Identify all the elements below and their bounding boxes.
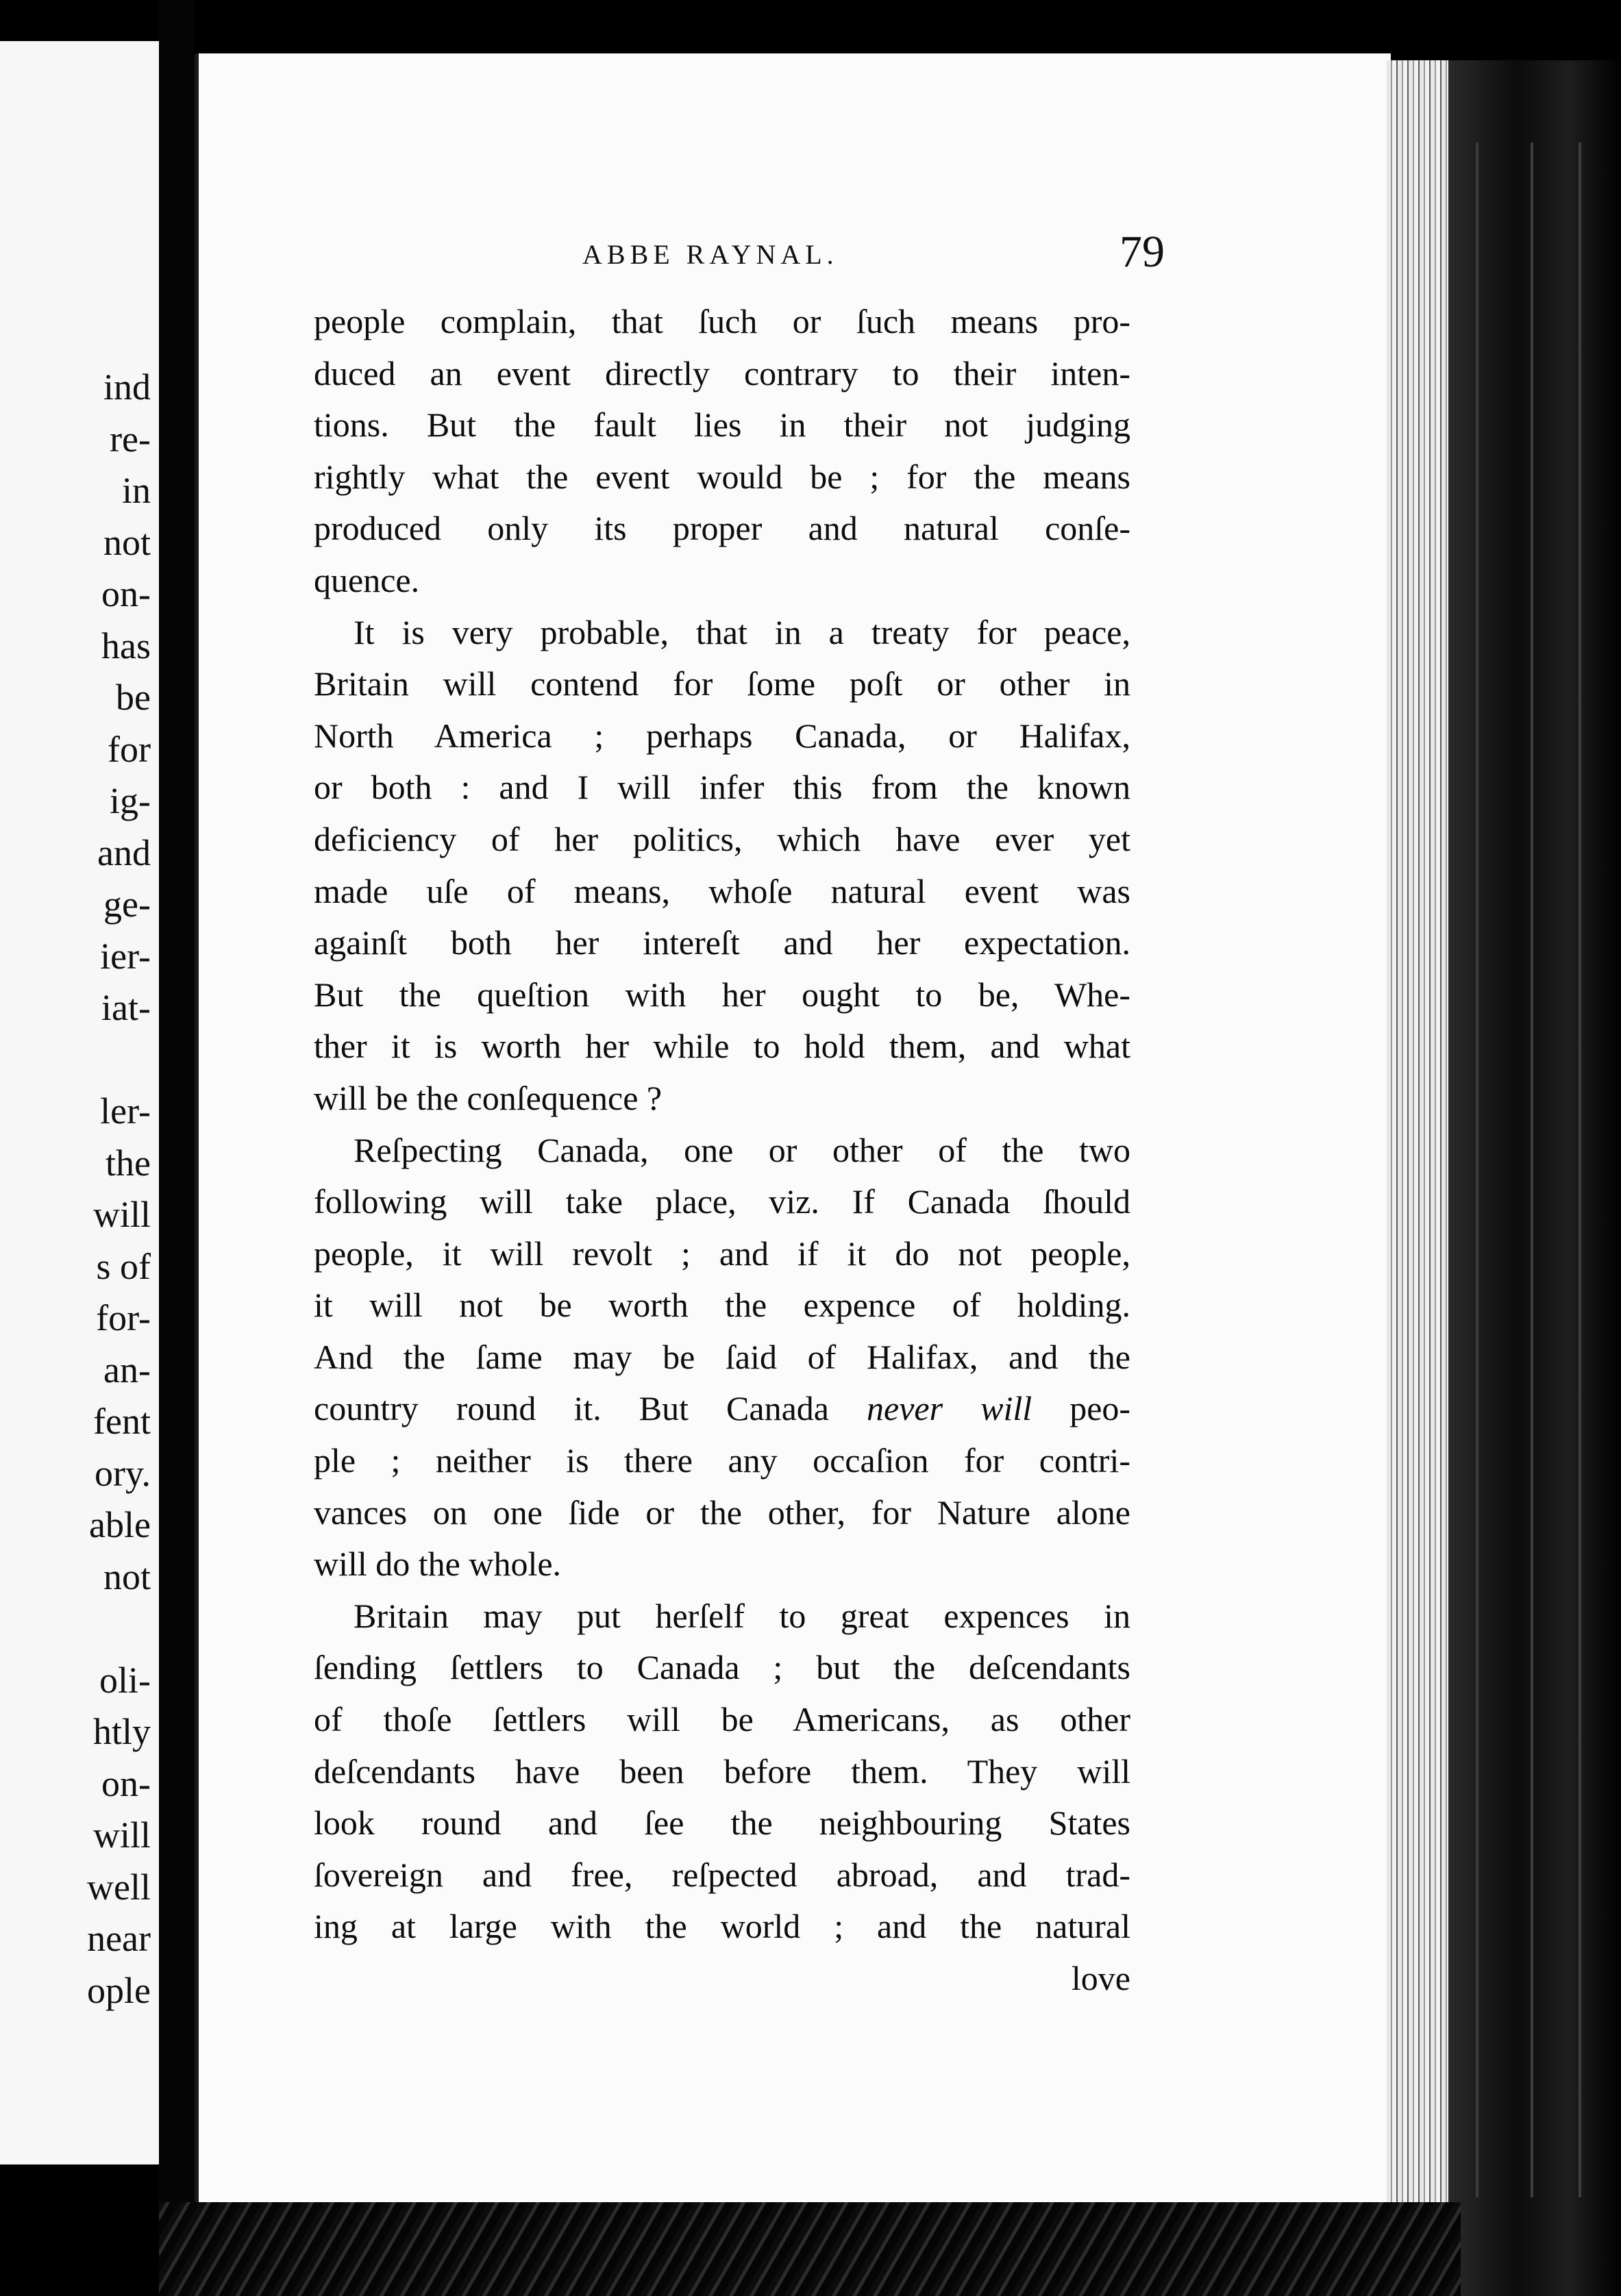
left-page-fragment-text: be	[116, 677, 151, 718]
text-line: it will not be worth the expence of holding.	[314, 1286, 1130, 1325]
text-line: will do the whole.	[314, 1545, 562, 1584]
left-page-fragment-text: on-	[101, 1762, 151, 1804]
text-line: ſending ſettlers to Canada ; but the deſcendants	[314, 1648, 1130, 1687]
text-line: tions. But the fault lies in their not judging	[314, 405, 1130, 445]
left-page-fragment-text: ler-	[100, 1090, 151, 1132]
text-line: rightly what the event would be ; for the means	[314, 457, 1130, 496]
left-page-fragment-text: the	[106, 1142, 151, 1184]
text-line: people complain, that ſuch or ſuch means pro-	[314, 302, 1130, 340]
page-edges	[1387, 60, 1448, 2211]
text-line-with-italic	[314, 1383, 1130, 1435]
text-line: ing at large with the world ; and the natural	[314, 1907, 1130, 1946]
left-page-fragment-text: ig-	[110, 780, 151, 821]
left-page-fragment-text: for-	[96, 1297, 151, 1338]
left-page-fragment-text: will	[92, 1814, 151, 1856]
text-line: But the queſtion with her ought to be, Whe-	[314, 975, 1130, 1014]
text-span: peo-	[1069, 1389, 1130, 1428]
left-page-fragment-text: an-	[103, 1349, 151, 1390]
left-page-fragment-text: not	[103, 521, 151, 563]
text-line: produced only its proper and natural conſe-	[314, 509, 1130, 548]
book-cover-edge	[1448, 60, 1621, 2296]
text-line: duced an event directly contrary to their inten-	[314, 353, 1130, 392]
left-page-fragment-text: will	[92, 1194, 151, 1235]
italic-text: never will	[867, 1389, 1032, 1428]
text-line: quence.	[314, 560, 420, 599]
text-line: made uſe of means, whoſe natural event was	[314, 871, 1130, 910]
left-page-fragment-text: ier-	[100, 935, 151, 977]
text-line: It is very probable, that in a treaty for peace,	[354, 612, 1130, 651]
page-number: 79	[1119, 227, 1165, 277]
text-line: following will take place, viz. If Canada ſhould	[314, 1182, 1130, 1221]
text-line: And the ſame may be ſaid of Halifax, and the	[314, 1337, 1130, 1376]
text-line: againſt both her intereſt and her expectation.	[314, 923, 1130, 962]
text-line: vances on one ſide or the other, for Nature alone	[314, 1493, 1130, 1532]
text-line: deſcendants have been before them. They will	[314, 1751, 1130, 1790]
left-page-fragment-text: and	[97, 832, 151, 873]
text-line: people, it will revolt ; and if it do not people,	[314, 1234, 1130, 1273]
left-page-fragment-text: able	[89, 1504, 151, 1545]
body-text	[314, 296, 1130, 2005]
cover-streak	[1476, 142, 1478, 2197]
running-head: ABBE RAYNAL.	[582, 239, 839, 270]
text-line: North America ; perhaps Canada, or Halifax,	[314, 716, 1130, 755]
left-page-fragment-text: has	[101, 625, 151, 666]
text-line: Reſpecting Canada, one or other of the two	[354, 1130, 1130, 1169]
book-gutter	[159, 0, 195, 2296]
text-line: Britain will contend for ſome poſt or other in	[314, 664, 1130, 703]
text-line: ſovereign and free, reſpected abroad, and trad-	[314, 1855, 1130, 1894]
text-line: Britain may put herſelf to great expences in	[354, 1596, 1130, 1635]
text-line: or both : and I will infer this from the known	[314, 768, 1130, 807]
cover-streak	[1579, 142, 1581, 2197]
left-page-fragment-text: ople	[87, 1969, 151, 2011]
page-header	[315, 227, 1165, 286]
left-page-fragment-text: htly	[92, 1711, 151, 1752]
left-page-fragment-text: ory.	[95, 1452, 151, 1494]
left-page-fragment-text: near	[87, 1918, 151, 1959]
left-page-fragment-text: well	[87, 1866, 151, 1908]
left-page-fragment-text: in	[121, 470, 151, 511]
left-page-fragment-text: s of	[96, 1245, 151, 1287]
text-line: deficiency of her politics, which have ever yet	[314, 819, 1130, 858]
cover-streak	[1531, 142, 1533, 2197]
catchword: love	[1071, 1959, 1130, 1997]
text-line: will be the conſequence ?	[314, 1078, 663, 1117]
text-line: ple ; neither is there any occaſion for contri-	[314, 1441, 1130, 1480]
left-page-fragment-text: ind	[103, 366, 151, 408]
text-line: look round and ſee the neighbouring States	[314, 1804, 1130, 1843]
left-page-fragment-text: ge-	[103, 884, 151, 925]
left-page-fragment-text: not	[103, 1556, 151, 1597]
left-page-fragment-text: fent	[93, 1401, 151, 1442]
text-line: ther it is worth her while to hold them, and what	[314, 1027, 1130, 1066]
scan-bottom-edge	[159, 2202, 1461, 2296]
left-page-fragment-text: for	[108, 728, 151, 770]
left-page-fragment-text: on-	[101, 573, 151, 614]
left-page-fragment	[0, 41, 159, 2164]
text-line: of thoſe ſettlers will be Americans, as other	[314, 1700, 1130, 1739]
text-span: country round it. But Canada	[314, 1389, 829, 1428]
left-page-fragment-text: iat-	[101, 987, 151, 1028]
left-page-fragment-text: re-	[110, 418, 151, 460]
left-page-fragment-text: oli-	[99, 1659, 151, 1701]
